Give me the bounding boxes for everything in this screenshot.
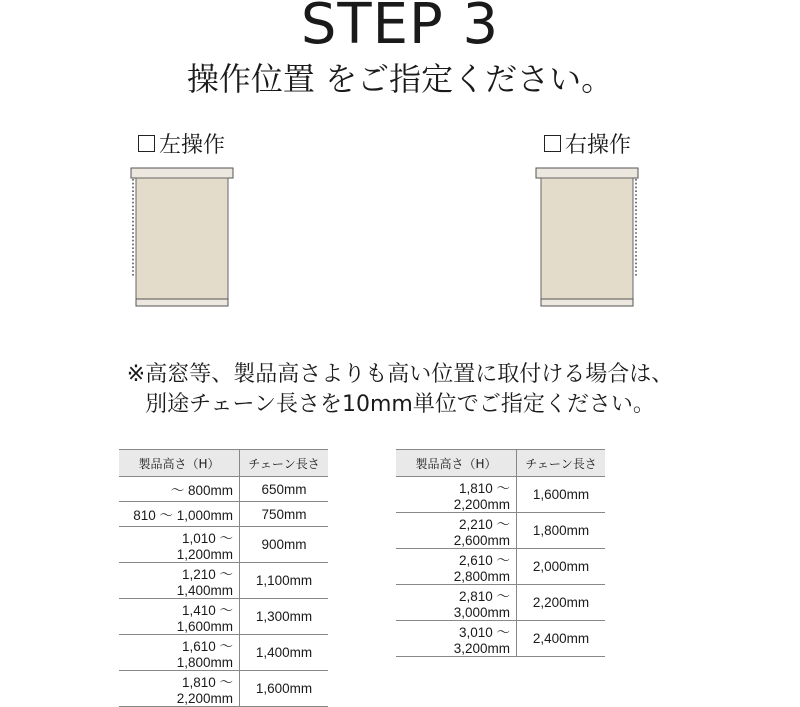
height-cell: 1,810 ～ 2,200mm <box>396 477 517 513</box>
header-product-height: 製品高さ（H） <box>396 450 517 477</box>
instruction-text: 操作位置 をご指定ください。 <box>186 60 614 98</box>
height-cell: 2,210 ～ 2,600mm <box>396 513 517 549</box>
table-row <box>396 549 605 585</box>
table-row <box>396 513 605 549</box>
right-operation-option[interactable] <box>544 128 631 159</box>
chain-cell: 1,600mm <box>240 671 329 707</box>
step-title: STEP 3 <box>300 0 500 57</box>
table-row <box>119 502 328 527</box>
table-row <box>396 585 605 621</box>
left-operation-option[interactable] <box>138 128 225 159</box>
height-cell: 2,610 ～ 2,800mm <box>396 549 517 585</box>
table-row <box>119 527 328 563</box>
right-operation-blind-illustration <box>533 165 643 310</box>
left-operation-blind-illustration <box>128 165 238 310</box>
table-row <box>119 477 328 502</box>
height-cell: 2,810 ～ 3,000mm <box>396 585 517 621</box>
table-row <box>396 477 605 513</box>
chain-cell: 2,000mm <box>517 549 606 585</box>
table-row <box>396 621 605 657</box>
chain-cell: 1,800mm <box>517 513 606 549</box>
right-operation-label: 右操作 <box>565 133 632 158</box>
chain-length-table-right <box>396 449 605 657</box>
chain-cell: 1,600mm <box>517 477 606 513</box>
height-cell: 1,610 ～ 1,800mm <box>119 635 240 671</box>
table-row <box>119 671 328 707</box>
note-line-1: ※高窓等、製品高さよりも高い位置に取付ける場合は、 <box>126 362 674 387</box>
left-operation-label: 左操作 <box>159 133 226 158</box>
chain-cell: 900mm <box>240 527 329 563</box>
left-operation-checkbox[interactable] <box>138 135 155 152</box>
header-chain-length: チェーン長さ <box>240 450 329 477</box>
chain-cell: 1,400mm <box>240 635 329 671</box>
note-line-2: 別途チェーン長さを10mm単位でご指定ください。 <box>145 392 655 417</box>
header-chain-length: チェーン長さ <box>517 450 606 477</box>
height-cell: 1,010 ～ 1,200mm <box>119 527 240 563</box>
right-operation-checkbox[interactable] <box>544 135 561 152</box>
height-cell: ～ 800mm <box>119 477 240 502</box>
height-cell: 3,010 ～ 3,200mm <box>396 621 517 657</box>
chain-cell: 2,200mm <box>517 585 606 621</box>
chain-cell: 750mm <box>240 502 329 527</box>
height-cell: 1,410 ～ 1,600mm <box>119 599 240 635</box>
chain-cell: 1,100mm <box>240 563 329 599</box>
table-row <box>119 563 328 599</box>
table-row <box>119 599 328 635</box>
chain-cell: 1,300mm <box>240 599 329 635</box>
chain-length-note <box>0 360 800 420</box>
chain-cell: 2,400mm <box>517 621 606 657</box>
chain-length-table-left <box>119 449 328 707</box>
chain-cell: 650mm <box>240 477 329 502</box>
height-cell: 1,810 ～ 2,200mm <box>119 671 240 707</box>
height-cell: 810 ～ 1,000mm <box>119 502 240 527</box>
table-row <box>119 635 328 671</box>
header-product-height: 製品高さ（H） <box>119 450 240 477</box>
height-cell: 1,210 ～ 1,400mm <box>119 563 240 599</box>
